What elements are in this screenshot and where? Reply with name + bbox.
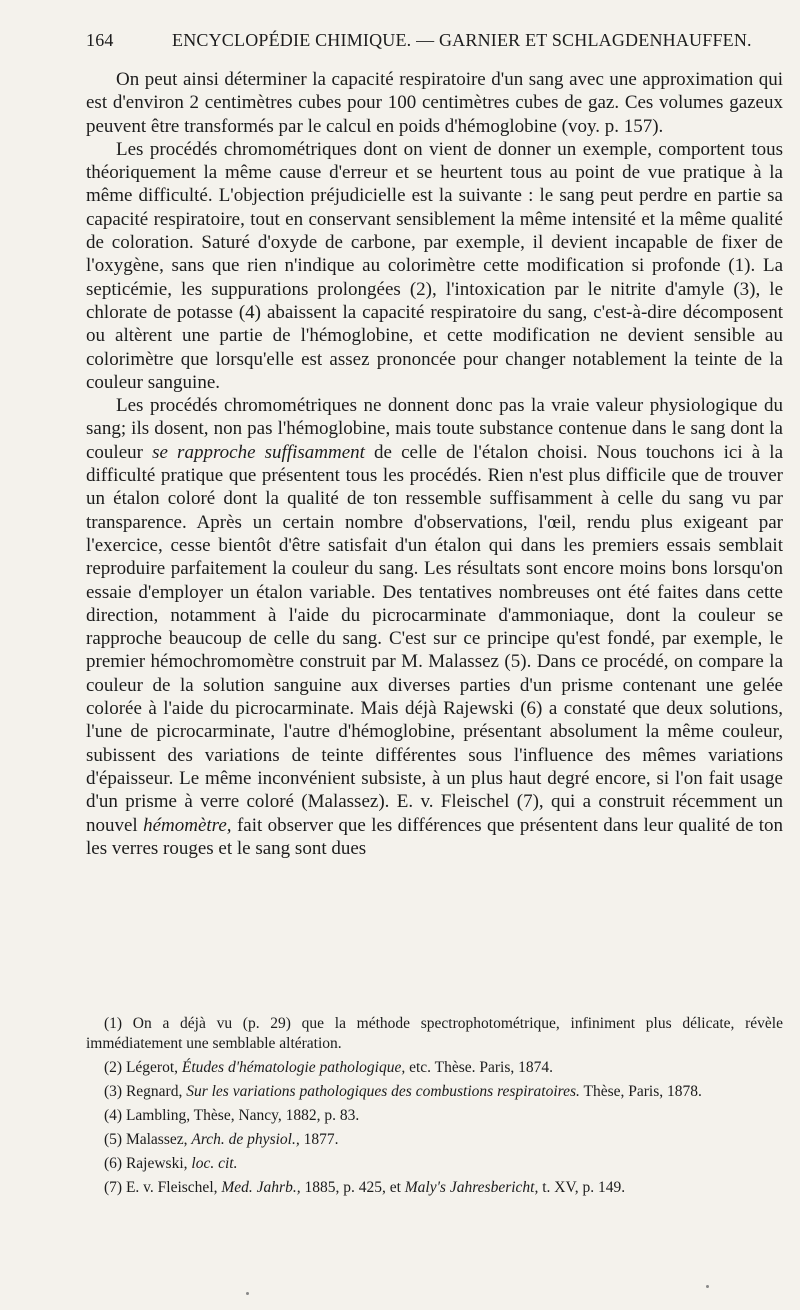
footnote-7-rest: t. XV, p. 149.	[542, 1179, 626, 1196]
footnote-3	[86, 1082, 783, 1102]
footnote-1: (1) On a déjà vu (p. 29) que la méthode spectrophotométrique, infiniment plus délicate, révèle immédiatement une semblable altération.	[86, 1015, 783, 1052]
paragraph-3-part-b: de celle de l'étalon choisi. Nous touchons ici à la difficulté pratique que présentent tous les procédés. Rien n'est plus difficile que de trouver un étalon coloré dont la qualité de ton ressemble suffisamment à celle du sang vu par transparence. Après un certain nombre d'observations, l'œil, rendu plus exigeant par l'exercice, cesse bientôt d'être satisfait d'un étalon qui dans les premiers essais semblait reproduire parfaitement la couleur du sang. Les résultats sont encore moins bons lorsqu'on essaie d'employer un étalon variable. Des tentatives nombreuses ont été faites dans cette direction, notamment à l'aide du picrocarminate d'ammoniaque, dont la couleur se rapproche beaucoup de celle du sang. C'est sur ce principe qu'est fondé, par exemple, le premier hémochromomètre construit par M. Malassez (5). Dans ce procédé, on compare la couleur de la solution sanguine aux diverses parties d'un prisme contenant une gelée colorée à l'aide du picrocarminate. Mais déjà Rajewski (6) a constaté que deux solutions, l'une de picrocarminate, l'autre d'hémoglobine, présentant absolument la même couleur, subissent des variations de teinte différentes sous l'influence des mêmes variations d'épaisseur. Le même inconvénient subsiste, à un plus haut degré encore, si l'on fait usage d'un prisme à verre coloré (Malassez). E. v. Fleischel (7), qui a construit récemment un nouvel	[86, 441, 784, 836]
footnote-2-title: Études d'hématologie pathologique,	[181, 1059, 406, 1076]
footnote-6-author: (6) Rajewski,	[104, 1155, 188, 1172]
footnote-2-author: (2) Légerot,	[104, 1059, 179, 1076]
footnote-2	[86, 1058, 783, 1078]
paper-speck	[706, 1285, 709, 1288]
footnotes	[86, 1014, 783, 1202]
footnote-3-rest: Thèse, Paris, 1878.	[583, 1083, 702, 1100]
paragraph-3-part-c: fait observer que les différences que présentent dans leur qualité de ton les verres rouges et le sang sont dues	[86, 814, 784, 859]
footnote-6	[86, 1154, 783, 1174]
page-number: 164	[86, 30, 114, 50]
italic-phrase-2: hémomètre,	[143, 814, 232, 836]
running-title: ENCYCLOPÉDIE CHIMIQUE. — GARNIER ET SCHLAGDENHAUFFEN.	[172, 30, 752, 50]
footnote-6-title: loc. cit.	[191, 1155, 238, 1172]
paragraph-3	[86, 394, 783, 860]
footnote-4: (4) Lambling, Thèse, Nancy, 1882, p. 83.	[104, 1107, 360, 1124]
paragraph-1: On peut ainsi déterminer la capacité respiratoire d'un sang avec une approximation qui est d'environ 2 centimètres cubes pour 100 centimètres cubes de gaz. Ces volumes gazeux peuvent être transformés par le calcul en poids d'hémoglobine (voy. p. 157).	[86, 69, 783, 137]
footnote-3-author: (3) Regnard,	[104, 1083, 183, 1100]
footnote-7-journal-2: Maly's Jahresbericht,	[404, 1179, 539, 1196]
footnote-7-mid: 1885, p. 425, et	[304, 1179, 401, 1196]
running-header	[86, 30, 752, 56]
footnote-2-rest: etc. Thèse. Paris, 1874.	[409, 1059, 553, 1076]
paper-speck	[246, 1292, 249, 1295]
footnote-5-rest: 1877.	[303, 1131, 339, 1148]
footnote-7-journal: Med. Jahrb.,	[221, 1179, 301, 1196]
paragraph-2: Les procédés chromométriques dont on vient de donner un exemple, comportent tous théoriquement la même cause d'erreur et se heurtent tous au point de vue pratique à la même difficulté. L'objection préjudicielle est la suivante : le sang peut perdre en partie sa capacité respiratoire, tout en conservant sensiblement la même intensité et la même qualité de coloration. Saturé d'oxyde de carbone, par exemple, il devient incapable de fixer de l'oxygène, sans que rien n'indique au colorimètre cette modification si profonde (1). La septicémie, les suppurations prolongées (2), l'intoxication par le nitrite d'amyle (3), le chlorate de potasse (4) abaissent la capacité respiratoire du sang, c'est-à-dire décomposent ou altèrent une partie de l'hémoglobine, et cette modification ne devient sensible au colorimètre que lorsqu'elle est assez prononcée pour changer notablement la teinte de la couleur sanguine.	[86, 138, 783, 393]
italic-phrase-1: se rapproche suffisamment	[152, 441, 365, 463]
footnote-7	[86, 1178, 783, 1198]
footnote-3-title: Sur les variations pathologiques des combustions respiratoires.	[186, 1083, 580, 1100]
footnote-5	[86, 1130, 783, 1150]
footnote-5-author: (5) Malassez,	[104, 1131, 188, 1148]
footnote-5-title: Arch. de physiol.,	[191, 1131, 300, 1148]
footnote-7-author: (7) E. v. Fleischel,	[104, 1179, 218, 1196]
paragraph-3-part-a: Les procédés chromométriques ne donnent donc pas la vraie valeur physiologique du sang; ils dosent, non pas l'hémoglobine, mais toute substance contenue dans le sang dont la couleur	[86, 395, 783, 463]
main-text	[86, 68, 783, 860]
